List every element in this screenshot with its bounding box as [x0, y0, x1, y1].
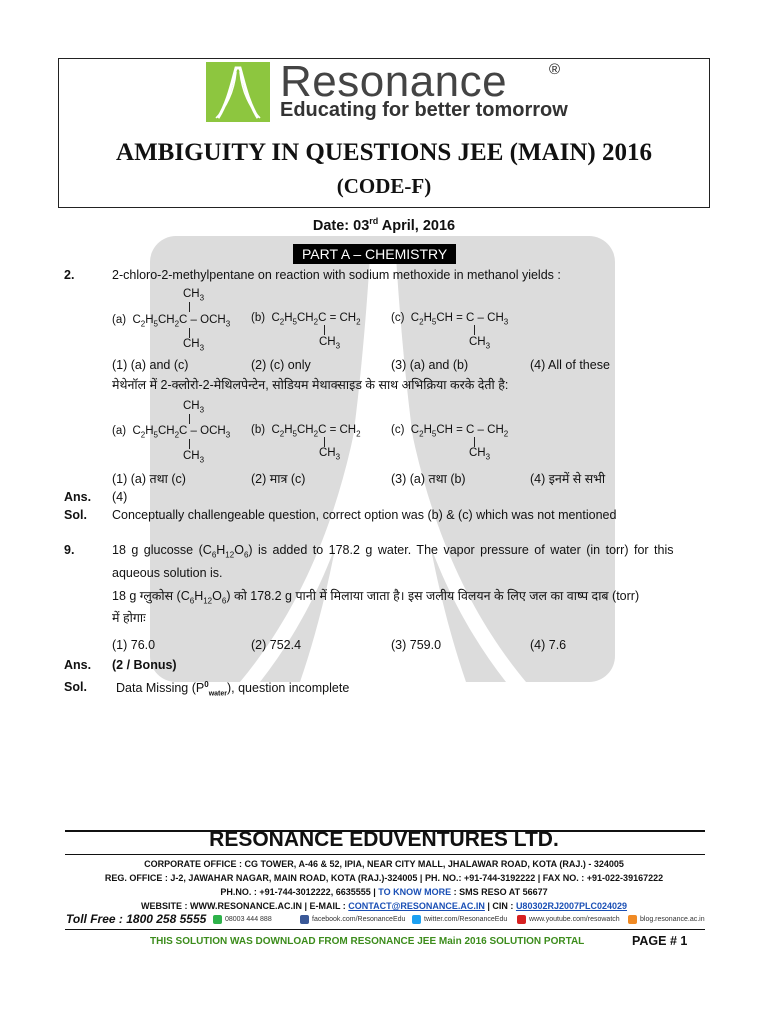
- toll-free: Toll Free : 1800 258 5555: [66, 912, 207, 926]
- whatsapp-contact: 08003 444 888: [213, 915, 272, 924]
- option-4: (4) All of these: [530, 358, 610, 372]
- answer-value: (2 / Bonus): [112, 658, 177, 672]
- twitter-icon: [412, 915, 421, 924]
- download-banner: THIS SOLUTION WAS DOWNLOAD FROM RESONANCE JEE Main 2016 SOLUTION PORTAL: [150, 936, 585, 947]
- solution-label: Sol.: [64, 508, 87, 522]
- bond-line: [474, 325, 475, 335]
- answer-label: Ans.: [64, 490, 92, 504]
- footer-rule-bottom: [65, 929, 705, 930]
- question-text-hindi-line2: में होगाः: [112, 611, 146, 625]
- option-2-hindi: (2) मात्र (c): [251, 472, 306, 486]
- twitter-link[interactable]: twitter.com/ResonanceEdu: [412, 915, 507, 924]
- facebook-link[interactable]: facebook.com/ResonanceEdu: [300, 915, 405, 924]
- structure-b: (b) $C_2H_5CH_2C = CH_2$: [251, 424, 361, 439]
- question-text-line2: aqueous solution is.: [112, 566, 223, 580]
- whatsapp-icon: [213, 915, 222, 924]
- option-1: (1) 76.0: [112, 638, 156, 652]
- structure-a: (a) $C_2H_5CH_2C - OCH_3$: [112, 314, 231, 329]
- question-text-hindi: मेथेनॉल में 2-क्लोरो-2-मेथिलपेन्टेन, सोडियम मेथाक्साइड के साथ अभिक्रिया करके देती है:: [112, 378, 509, 392]
- bond-line: [189, 414, 190, 424]
- structure-b: (b) $C_2H_5CH_2C = CH_2$: [251, 312, 361, 327]
- ch3-label: $CH_3$: [183, 450, 205, 465]
- phone-line: PH.NO. : +91-744-3012222, 6635555 | TO KNOW MORE : SMS RESO AT 56677: [220, 887, 548, 897]
- option-2: (2) (c) only: [251, 358, 311, 372]
- logo-name: Resonance: [280, 57, 508, 106]
- facebook-icon: [300, 915, 309, 924]
- answer-value: (4): [112, 490, 128, 504]
- header-box: [58, 58, 710, 208]
- resonance-watermark: [150, 236, 615, 682]
- resonance-logo-icon: [206, 62, 270, 122]
- bond-line: [189, 302, 190, 312]
- youtube-link[interactable]: www.youtube.com/resowatch: [517, 915, 620, 924]
- ch3-label: $CH_3$: [469, 336, 491, 351]
- option-3: (3) (a) and (b): [391, 358, 469, 372]
- part-label: PART A – CHEMISTRY: [293, 244, 456, 264]
- structure-a: (a) $C_2H_5CH_2C - OCH_3$: [112, 425, 231, 440]
- answer-label: Ans.: [64, 658, 92, 672]
- solution-text: Data Missing $(P^0_{water})$, question incomplete: [116, 680, 350, 698]
- document-code: (CODE-F): [336, 174, 432, 198]
- option-1-hindi: (1) (a) तथा (c): [112, 472, 186, 486]
- structure-c: (c) $C_2H_5CH = C - CH_2$: [391, 424, 509, 439]
- solution-text: Conceptually challengeable question, correct option was (b) & (c) which was not mentioned: [112, 508, 617, 522]
- corporate-office: CORPORATE OFFICE : CG TOWER, A-46 & 52, IPIA, NEAR CITY MALL, JHALAWAR ROAD, KOTA (RAJ.) - 324005: [144, 859, 624, 869]
- ch3-label: $CH_3$: [183, 400, 205, 415]
- company-name: RESONANCE EDUVENTURES LTD.: [209, 828, 559, 851]
- option-1: (1) (a) and (c): [112, 358, 189, 372]
- page-number: PAGE # 1: [632, 934, 688, 948]
- solution-label: Sol.: [64, 680, 87, 694]
- ch3-label: $CH_3$: [183, 288, 205, 303]
- option-3-hindi: (3) (a) तथा (b): [391, 472, 466, 486]
- question-number: 9.: [64, 543, 75, 557]
- question-number: 2.: [64, 268, 75, 282]
- youtube-icon: [517, 915, 526, 924]
- bond-line: [189, 439, 190, 449]
- option-4: (4) 7.6: [530, 638, 567, 652]
- bond-line: [324, 325, 325, 335]
- registered-mark: ®: [549, 61, 561, 78]
- document-title: AMBIGUITY IN QUESTIONS JEE (MAIN) 2016: [116, 139, 652, 166]
- email-link[interactable]: CONTACT@RESONANCE.AC.IN: [348, 901, 485, 911]
- structure-c: (c) $C_2H_5CH = C - CH_3$: [391, 312, 509, 327]
- blog-link[interactable]: blog.resonance.ac.in: [628, 915, 705, 924]
- bond-line: [324, 437, 325, 447]
- ch3-label: $CH_3$: [319, 336, 341, 351]
- question-text-hindi: 18 g ग्लुकोस $(C_6H_{12}O_6)$ को 178.2 g पानी में मिलाया जाता है। इस जलीय विलयन के लिए जल का वाष्प दाब (torr): [112, 589, 640, 606]
- cin-number: U80302RJ2007PLC024029: [515, 901, 628, 911]
- registered-office: REG. OFFICE : J-2, JAWAHAR NAGAR, MAIN ROAD, KOTA (RAJ.)-324005 | PH. NO.: +91-744-3192222 | FAX NO. : +91-022-39167222: [104, 873, 664, 883]
- logo-tagline: Educating for better tomorrow: [280, 99, 568, 121]
- ch3-label: $CH_3$: [319, 447, 341, 462]
- bond-line: [189, 328, 190, 338]
- option-2: (2) 752.4: [251, 638, 302, 652]
- exam-date: Date: 03rd April, 2016: [312, 216, 456, 234]
- blog-icon: [628, 915, 637, 924]
- ch3-label: $CH_3$: [469, 447, 491, 462]
- option-3: (3) 759.0: [391, 638, 442, 652]
- question-text: 2-chloro-2-methylpentane on reaction with sodium methoxide in methanol yields :: [112, 268, 561, 282]
- website-line: WEBSITE : WWW.RESONANCE.AC.IN | E-MAIL : CONTACT@RESONANCE.AC.IN | CIN : U80302RJ2007PLC024029: [140, 901, 628, 911]
- ch3-label: $CH_3$: [183, 338, 205, 353]
- option-4-hindi: (4) इनमें से सभी: [530, 472, 606, 486]
- question-text: 18 g glucosse $(C_6H_{12}O_6)$ is added to 178.2 g water. The vapor pressure of water (in torr) for this: [112, 543, 674, 560]
- footer-rule: [65, 854, 705, 855]
- bond-line: [474, 437, 475, 447]
